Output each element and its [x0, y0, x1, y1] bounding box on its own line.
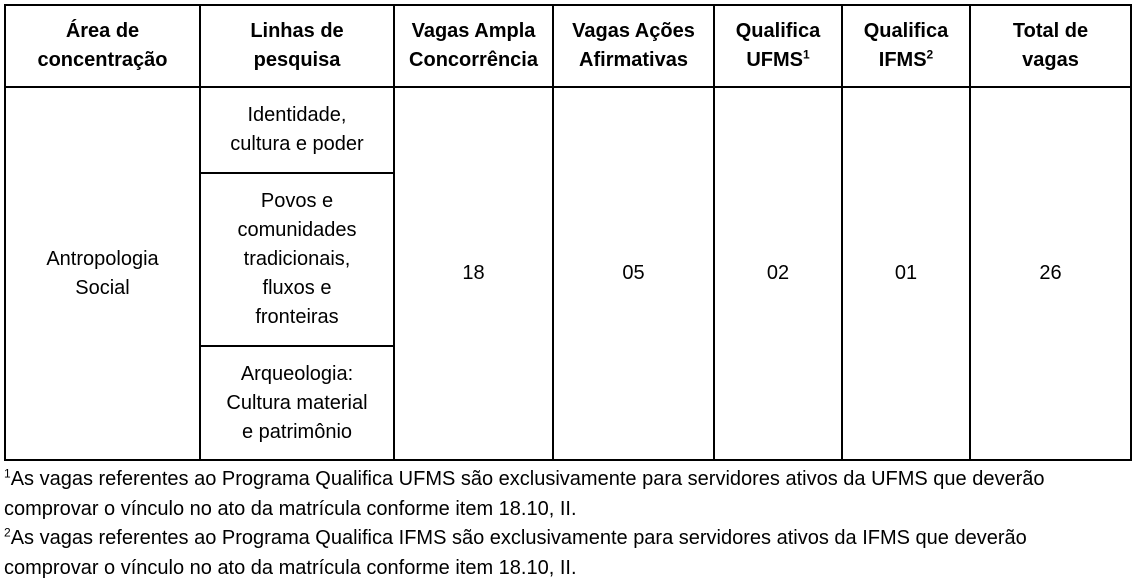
header-linhas-pesquisa: Linhas de pesquisa: [200, 5, 394, 87]
footnotes: [4, 465, 1130, 583]
footnote-1-continuation: comprovar o vínculo no ato da matrícula conforme item 18.10, II.: [4, 497, 577, 520]
cell-ufms-value: 02: [714, 87, 842, 460]
header-qualifica-ufms: Qualifica UFMS$^1$: [714, 5, 842, 87]
header-vagas-acoes: Vagas Ações Afirmativas: [553, 5, 714, 87]
cell-area: Antropologia Social: [5, 87, 200, 460]
cell-acoes-value: 05: [553, 87, 714, 460]
cell-linha-arqueologia: Arqueologia: Cultura material e patrimônio: [200, 346, 394, 460]
footnote-ref-1: 1: [802, 47, 810, 62]
header-vagas-ampla: Vagas Ampla Concorrência: [394, 5, 553, 87]
header-area-concentracao: Área de concentração: [5, 5, 200, 87]
footnote-2-continuation: comprovar o vínculo no ato da matrícula conforme item 18.10, II.: [4, 556, 577, 579]
footnote-mark-1: 1: [4, 466, 11, 481]
footnote-1: $^1$As vagas referentes ao Programa Qualifica UFMS são exclusivamente para servidores ativos da UFMS que deverão: [4, 466, 1045, 490]
cell-ampla-value: 18: [394, 87, 553, 460]
vagas-table: [4, 4, 1132, 461]
footnote-ref-2: 2: [926, 47, 934, 62]
header-total-vagas: Total de vagas: [970, 5, 1131, 87]
footnote-2: $^2$As vagas referentes ao Programa Qualifica IFMS são exclusivamente para servidores ativos da IFMS que deverão: [4, 525, 1027, 549]
header-row: [5, 5, 1131, 87]
cell-total-value: 26: [970, 87, 1131, 460]
footnote-mark-2: 2: [4, 525, 11, 540]
table-row: [5, 87, 1131, 173]
cell-linha-povos: Povos e comunidades tradicionais, fluxos e fronteiras: [200, 173, 394, 346]
cell-linha-identidade: Identidade, cultura e poder: [200, 87, 394, 173]
header-qualifica-ifms: Qualifica IFMS$^2$: [842, 5, 970, 87]
cell-ifms-value: 01: [842, 87, 970, 460]
